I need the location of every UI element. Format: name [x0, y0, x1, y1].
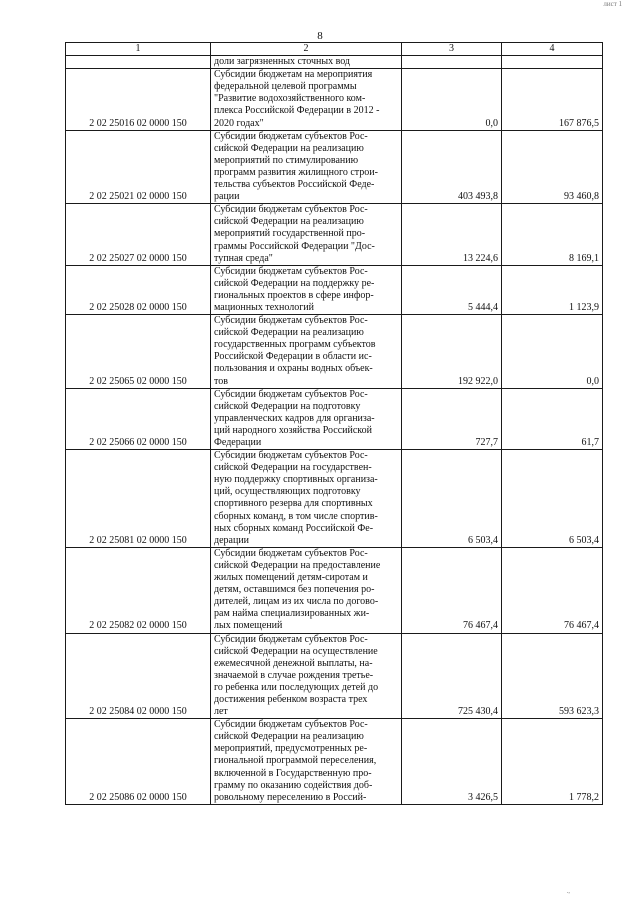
- description-line: значаемой в случае рождения третье-: [214, 669, 374, 681]
- table-row: [66, 315, 603, 389]
- amount-col3-cell: 0,0: [402, 69, 502, 130]
- column-header: 3: [402, 43, 502, 56]
- amount-col4-cell: 0,0: [502, 315, 603, 389]
- description-cell: [211, 130, 402, 204]
- description-line: ную поддержку спортивных организа-: [214, 474, 378, 486]
- description-line: сийской Федерации на реализацию: [214, 216, 364, 228]
- description-line: государственных программ субъектов: [214, 339, 376, 351]
- description-line: Субсидии бюджетам субъектов Рос-: [214, 450, 368, 462]
- description-line: мероприятий по стимулированию: [214, 154, 359, 166]
- amount-col4-cell: [502, 56, 603, 69]
- amount-col4-cell: 6 503,4: [502, 450, 603, 548]
- budget-code-cell: 2 02 25081 02 0000 150: [66, 450, 211, 548]
- description-line: Субсидии бюджетам субъектов Рос-: [214, 547, 368, 559]
- amount-col3-cell: 6 503,4: [402, 450, 502, 548]
- budget-code-cell: 2 02 25027 02 0000 150: [66, 204, 211, 265]
- amount-col4-cell: 93 460,8: [502, 130, 603, 204]
- description-line: Субсидии бюджетам субъектов Рос-: [214, 130, 368, 142]
- description-line: детям, оставшимся без попечения ро-: [214, 584, 375, 596]
- budget-code-cell: 2 02 25082 02 0000 150: [66, 547, 211, 633]
- description-line: ций народного хозяйства Российской: [214, 424, 372, 436]
- description-line: сийской Федерации на реализацию: [214, 731, 364, 743]
- description-line: Субсидии бюджетам на мероприятия: [214, 69, 373, 81]
- budget-code-cell: 2 02 25028 02 0000 150: [66, 265, 211, 314]
- description-line: граммы Российской Федерации "Дос-: [214, 240, 375, 252]
- description-line: грамму по оказанию содействия доб-: [214, 779, 373, 791]
- description-line: тов: [214, 375, 228, 387]
- budget-code-cell: 2 02 25086 02 0000 150: [66, 719, 211, 805]
- table-row: [66, 265, 603, 314]
- table-row: [66, 56, 603, 69]
- table-row: [66, 450, 603, 548]
- description-line: Субсидии бюджетам субъектов Рос-: [214, 204, 368, 216]
- description-line: лых помещений: [214, 620, 283, 632]
- description-line: ежемесячной денежной выплаты, на-: [214, 657, 373, 669]
- description-line: 2020 годах": [214, 117, 264, 129]
- description-line: федеральной целевой программы: [214, 81, 357, 93]
- amount-col3-cell: 727,7: [402, 388, 502, 449]
- description-line: Федерации: [214, 437, 262, 448]
- page-number: 8: [317, 30, 323, 42]
- column-header: 2: [211, 43, 402, 56]
- amount-col3-cell: 13 224,6: [402, 204, 502, 265]
- column-header: 4: [502, 43, 603, 56]
- description-line: мационных технологий: [214, 301, 315, 313]
- description-line: включенной в Государственную про-: [214, 767, 372, 779]
- description-line: Субсидии бюджетам субъектов Рос-: [214, 719, 368, 731]
- budget-code-cell: 2 02 25066 02 0000 150: [66, 388, 211, 449]
- budget-code-cell: 2 02 25084 02 0000 150: [66, 633, 211, 719]
- description-line: дерации: [214, 534, 250, 546]
- description-line: сийской Федерации на государствен-: [214, 462, 372, 474]
- description-line: достижения ребенком возраста трех: [214, 693, 368, 705]
- description-line: рации: [214, 191, 240, 203]
- table-header-row: [66, 43, 603, 56]
- description-line: Субсидии бюджетам субъектов Рос-: [214, 265, 368, 277]
- amount-col3-cell: 192 922,0: [402, 315, 502, 389]
- description-cell: [211, 265, 402, 314]
- description-line: ций, осуществляющих подготовку: [214, 486, 361, 498]
- description-line: сийской Федерации на реализацию: [214, 142, 364, 154]
- description-cell: [211, 315, 402, 389]
- budget-table: [65, 42, 603, 805]
- description-line: сийской Федерации на подготовку: [214, 400, 361, 412]
- description-line: дителей, лицам из их числа по догово-: [214, 596, 379, 608]
- amount-col4-cell: 167 876,5: [502, 69, 603, 130]
- amount-col3-cell: 3 426,5: [402, 719, 502, 805]
- description-line: мероприятий, предусмотренных ре-: [214, 743, 368, 755]
- description-line: Российской Федерации в области ис-: [214, 351, 372, 363]
- description-line: сийской Федерации на поддержку ре-: [214, 277, 375, 289]
- description-line: спортивного резерва для спортивных: [214, 498, 373, 510]
- amount-col4-cell: 76 467,4: [502, 547, 603, 633]
- description-line: Субсидии бюджетам субъектов Рос-: [214, 388, 368, 400]
- amount-col3-cell: 403 493,8: [402, 130, 502, 204]
- description-line: ровольному переселению в Россий-: [214, 791, 367, 803]
- description-line: управленческих кадров для организа-: [214, 412, 375, 424]
- description-cell: [211, 388, 402, 449]
- amount-col3-cell: 5 444,4: [402, 265, 502, 314]
- table-row: [66, 719, 603, 805]
- amount-col4-cell: 8 169,1: [502, 204, 603, 265]
- description-line: тупная среда": [214, 252, 273, 264]
- budget-code-cell: [66, 56, 211, 69]
- description-cell: [211, 547, 402, 633]
- description-line: жилых помещений детям-сиротам и: [214, 572, 368, 584]
- description-cell: [211, 204, 402, 265]
- description-line: рам найма специализированных жи-: [214, 608, 370, 620]
- table-row: [66, 388, 603, 449]
- description-line: гиональных проектов в сфере инфор-: [214, 289, 374, 301]
- table-row: [66, 69, 603, 130]
- description-line: гиональной программой переселения,: [214, 755, 377, 767]
- table-row: [66, 130, 603, 204]
- budget-code-cell: 2 02 25016 02 0000 150: [66, 69, 211, 130]
- budget-code-cell: 2 02 25021 02 0000 150: [66, 130, 211, 204]
- budget-code-cell: 2 02 25065 02 0000 150: [66, 315, 211, 389]
- description-line: сийской Федерации на реализацию: [214, 327, 364, 339]
- table-body: [66, 56, 603, 805]
- amount-col4-cell: 1 778,2: [502, 719, 603, 805]
- description-line: плекса Российской Федерации в 2012 -: [214, 105, 380, 117]
- amount-col3-cell: 725 430,4: [402, 633, 502, 719]
- description-line: мероприятий государственной про-: [214, 228, 366, 240]
- description-line: сийской Федерации на предоставление: [214, 559, 381, 571]
- description-cell: [211, 69, 402, 130]
- margin-mark: .,: [566, 887, 570, 895]
- description-line: пользования и охраны водных объек-: [214, 363, 373, 375]
- description-line: лет: [214, 706, 228, 718]
- description-line: "Развитие водохозяйственного ком-: [214, 93, 366, 105]
- description-line: сборных команд, в том числе спортив-: [214, 510, 378, 522]
- description-line: Субсидии бюджетам субъектов Рос-: [214, 315, 368, 327]
- description-line: сийской Федерации на осуществление: [214, 645, 378, 657]
- column-header: 1: [66, 43, 211, 56]
- description-line: го ребенка или последующих детей до: [214, 681, 379, 693]
- corner-mark: лист 1: [603, 0, 622, 8]
- description-cell: [211, 633, 402, 719]
- amount-col3-cell: [402, 56, 502, 69]
- amount-col4-cell: 61,7: [502, 388, 603, 449]
- description-line: ных сборных команд Российской Фе-: [214, 522, 374, 534]
- description-line: тельства субъектов Российской Феде-: [214, 179, 375, 191]
- description-cell: [211, 719, 402, 805]
- table-row: [66, 204, 603, 265]
- table-row: [66, 633, 603, 719]
- description-line: доли загрязненных сточных вод: [214, 56, 351, 68]
- description-cell: [211, 56, 402, 69]
- description-cell: [211, 450, 402, 548]
- amount-col4-cell: 1 123,9: [502, 265, 603, 314]
- description-line: Субсидии бюджетам субъектов Рос-: [214, 633, 368, 645]
- amount-col4-cell: 593 623,3: [502, 633, 603, 719]
- description-line: программ развития жилищного строи-: [214, 166, 378, 178]
- amount-col3-cell: 76 467,4: [402, 547, 502, 633]
- table-row: [66, 547, 603, 633]
